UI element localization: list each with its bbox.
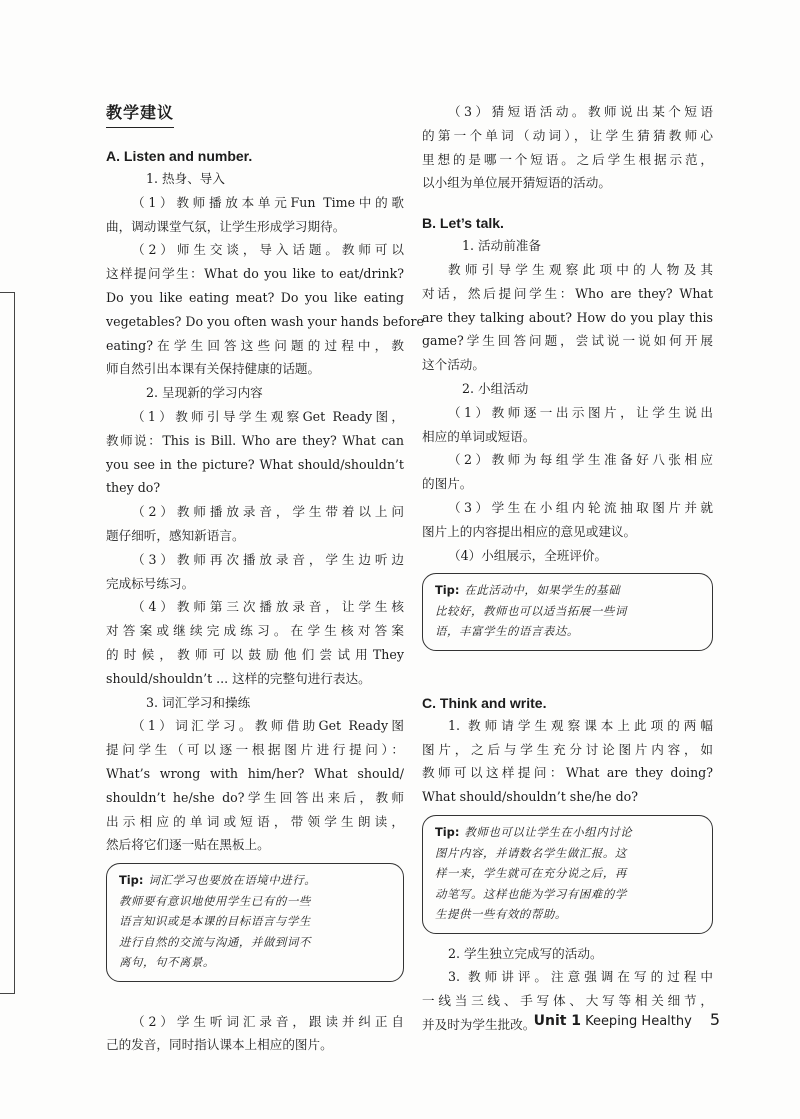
spacer bbox=[422, 195, 713, 215]
text-line: （2）师生交谈，导入话题。教师可以 bbox=[132, 242, 404, 258]
text-line: （2）教师播放录音，学生带着以上问 bbox=[132, 504, 404, 520]
tip-line: Tip: 词汇学习也要放在语境中进行。 bbox=[119, 873, 317, 888]
text-line: （1）词汇学习。教师借助Get Ready图 bbox=[132, 718, 404, 734]
text-line: 题仔细听，感知新语言。 bbox=[106, 527, 245, 543]
part-a-title: A. Listen and number. bbox=[106, 148, 253, 164]
text-line: （2）学生听词汇录音，跟读并纠正自 bbox=[132, 1013, 404, 1029]
text-line: 教师说：This is Bill. Who are they? What can bbox=[106, 432, 404, 448]
tip-line: 教师要有意识地使用学生已有的一些 bbox=[119, 893, 311, 908]
text-line: 完成标号练习。 bbox=[106, 575, 195, 591]
text-line: they do? bbox=[106, 480, 161, 496]
text-line: 的第一个单词（动词），让学生猜猜教师心 bbox=[422, 127, 713, 143]
text-line: 对话，然后提问学生：Who are they? What bbox=[422, 285, 713, 301]
tip-line: Tip: 在此活动中，如果学生的基础 bbox=[435, 583, 621, 598]
tip-label: Tip: bbox=[435, 583, 460, 598]
text-line: 相应的单词或短语。 bbox=[422, 428, 536, 444]
text-line: What’s wrong with him/her? What should/ bbox=[106, 765, 404, 781]
text-line: 的图片。 bbox=[422, 476, 473, 492]
text-line: 图片上的内容提出相应的意见或建议。 bbox=[422, 523, 637, 539]
text-line: 教师可以这样提问：What are they doing? bbox=[422, 765, 713, 781]
tip-line: 语言知识或是本课的目标语言与学生 bbox=[119, 914, 311, 929]
text-line: （3）猜短语活动。教师说出某个短语 bbox=[448, 104, 713, 119]
text-line: What should/shouldn’t she/he do? bbox=[422, 789, 638, 805]
text-line: 出示相应的单词或短语，带领学生朗读， bbox=[106, 813, 404, 829]
text-line: 3. 教师讲评。注意强调在写的过程中 bbox=[448, 969, 713, 985]
tip-box-talk bbox=[422, 573, 713, 651]
text-line: are they talking about? How do you play this bbox=[422, 309, 713, 325]
tip-line: 进行自然的交流与沟通，并做到词不 bbox=[119, 934, 311, 949]
text-line: （4）教师第三次播放录音，让学生核 bbox=[132, 599, 404, 615]
page-footer bbox=[534, 1010, 720, 1029]
spacer bbox=[422, 659, 713, 695]
tip-line: 生提供一些有效的帮助。 bbox=[435, 907, 567, 922]
tip-box-write bbox=[422, 815, 713, 934]
text-line: shouldn’t he/she do?学生回答出来后，教师 bbox=[106, 789, 404, 805]
text-line: （1）教师逐一出示图片，让学生说出 bbox=[448, 404, 713, 420]
text-line: game?学生回答问题，尝试说一说如何开展 bbox=[422, 333, 713, 349]
text-line: 然后将它们逐一贴在黑板上。 bbox=[106, 837, 270, 853]
page-number: 5 bbox=[709, 1010, 720, 1029]
text-line: 以小组为单位展开猜短语的活动。 bbox=[422, 175, 611, 191]
tip-line: 语，丰富学生的语言表达。 bbox=[435, 624, 579, 639]
text-line: 2. 学生独立完成写的活动。 bbox=[448, 945, 603, 961]
text-line: 1. 活动前准备 bbox=[462, 238, 541, 254]
text-line: 这个活动。 bbox=[422, 357, 485, 373]
text-line: should/shouldn’t ... 这样的完整句进行表达。 bbox=[106, 670, 371, 686]
tip-label: Tip: bbox=[119, 873, 144, 888]
text-line: 2. 呈现新的学习内容 bbox=[146, 385, 263, 401]
text-line: Do you like eating meat? Do you like eating bbox=[106, 289, 404, 305]
text-line: 对答案或继续完成练习。在学生核对答案 bbox=[106, 623, 404, 639]
footer-unit-title: Keeping Healthy bbox=[585, 1014, 692, 1029]
text-line: 提问学生（可以逐一根据图片进行提问）： bbox=[106, 742, 404, 758]
text-line: 教师引导学生观察此项中的人物及其 bbox=[448, 261, 713, 277]
text-line: eating?在学生回答这些问题的过程中，教 bbox=[106, 337, 404, 353]
text-line: 并及时为学生批改。 bbox=[422, 1016, 536, 1032]
spacer bbox=[106, 990, 404, 1010]
text-line: （3）教师再次播放录音，学生边听边 bbox=[132, 551, 404, 567]
tip-line: 动笔写。这样也能为学习有困难的学 bbox=[435, 886, 627, 901]
text-line: 里想的是哪一个短语。之后学生根据示范， bbox=[422, 151, 713, 167]
tip-line: 离句，句不离景。 bbox=[119, 955, 215, 970]
tip-line: Tip: 教师也可以让学生在小组内讨论 bbox=[435, 825, 633, 840]
tip-line: 图片内容，并请数名学生做汇报。这 bbox=[435, 845, 627, 860]
text-line: （4）小组展示，全班评价。 bbox=[448, 547, 608, 563]
text-line: （1）教师播放本单元Fun Time中的歌 bbox=[132, 194, 404, 210]
text-line: 己的发音，同时指认课本上相应的图片。 bbox=[106, 1037, 333, 1053]
section-heading: 教学建议 bbox=[106, 100, 174, 128]
tip-line: 比较好，教师也可以适当拓展一些词 bbox=[435, 603, 627, 618]
text-line: 这样提问学生：What do you like to eat/drink? bbox=[106, 266, 404, 282]
text-line: 的时候，教师可以鼓励他们尝试用They bbox=[106, 646, 404, 662]
text-line: 图片，之后与学生充分讨论图片内容，如 bbox=[422, 741, 713, 757]
text-line: you see in the picture? What should/shouldn’t bbox=[106, 456, 404, 472]
footer-unit: Unit 1 bbox=[533, 1013, 582, 1029]
left-column bbox=[106, 100, 424, 1057]
text-line: 曲，调动课堂气氛，让学生形成学习期待。 bbox=[106, 218, 346, 234]
text-line: 1. 教师请学生观察课本上此项的两幅 bbox=[448, 717, 713, 733]
text-line: （3）学生在小组内轮流抽取图片并就 bbox=[448, 499, 713, 515]
part-b-title: B. Let’s talk. bbox=[422, 215, 504, 232]
part-c-title: C. Think and write. bbox=[422, 694, 547, 711]
tip-line: 样一来，学生就可在充分说之后，再 bbox=[435, 866, 627, 881]
text-line: （1）教师引导学生观察Get Ready图， bbox=[132, 408, 404, 424]
text-line: 一线当三线、手写体、大写等相关细节， bbox=[422, 993, 713, 1009]
text-line: vegetables? Do you often wash your hands before bbox=[106, 313, 424, 329]
text-line: 2. 小组活动 bbox=[462, 380, 529, 396]
margin-bracket bbox=[0, 292, 15, 994]
tip-box-vocabulary bbox=[106, 863, 404, 982]
text-line: （2）教师为每组学生准备好八张相应 bbox=[448, 452, 713, 468]
text-line: 3. 词汇学习和操练 bbox=[146, 694, 251, 710]
tip-label: Tip: bbox=[435, 825, 460, 840]
right-column bbox=[422, 100, 713, 1037]
text-line: 1. 热身、导入 bbox=[146, 171, 225, 186]
text-line: 师自然引出本课有关保持健康的话题。 bbox=[106, 361, 321, 377]
